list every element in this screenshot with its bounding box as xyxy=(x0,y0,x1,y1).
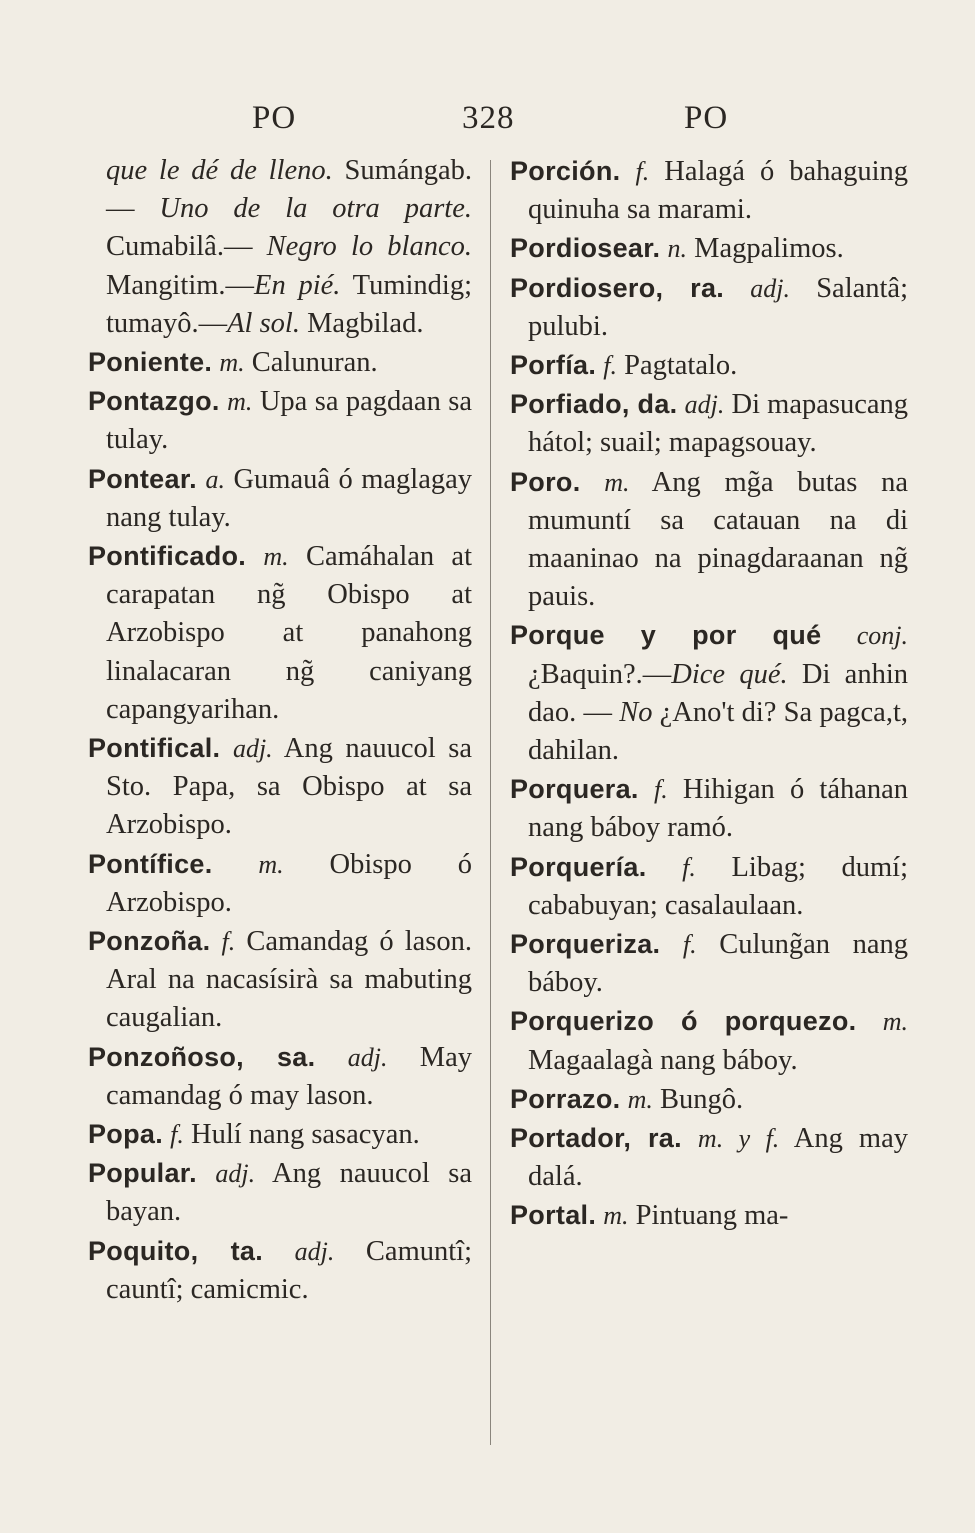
headword: Ponzoña. xyxy=(88,926,211,957)
definition: Gumauâ ó maglagay nang tulay. xyxy=(106,463,473,533)
grammar-label: adj. xyxy=(684,390,725,420)
dictionary-entry xyxy=(88,382,472,459)
translation-text: Mangitim.— xyxy=(106,269,255,301)
headword: Porrazo. xyxy=(510,1083,621,1114)
grammar-label: adj. xyxy=(232,734,273,764)
grammar-label: f. xyxy=(635,157,650,186)
dictionary-entry xyxy=(88,845,472,922)
dictionary-entry xyxy=(88,729,472,845)
headword: Porquera. xyxy=(510,774,639,805)
headword: Pontifical. xyxy=(88,733,221,764)
grammar-label: m. xyxy=(258,849,284,879)
headword: Ponzoñoso, sa. xyxy=(88,1041,316,1072)
dictionary-entry xyxy=(88,1154,472,1231)
grammar-label: m. xyxy=(882,1007,908,1037)
dictionary-entry xyxy=(510,229,908,268)
dictionary-entry xyxy=(510,385,908,462)
grammar-label: m. xyxy=(603,1201,629,1231)
dictionary-entry xyxy=(88,1115,472,1154)
example-phrase: En pié. xyxy=(254,269,341,301)
grammar-label: f. xyxy=(682,852,696,882)
definition: Magaalagà nang báboy. xyxy=(528,1044,798,1076)
definition: Libag; dumí; cababuyan; casalaulaan. xyxy=(528,851,909,921)
grammar-label: a. xyxy=(205,464,225,494)
grammar-label: n. xyxy=(667,234,687,264)
headword: Pontear. xyxy=(88,463,197,494)
running-head-right: PO xyxy=(684,100,729,136)
definition: ¿Baquin?.— xyxy=(528,658,672,690)
grammar-label: m. xyxy=(627,1084,653,1114)
headword: Pordiosear. xyxy=(510,233,661,264)
dictionary-entry xyxy=(510,848,908,925)
grammar-label: adj. xyxy=(750,273,791,303)
grammar-label: f. xyxy=(682,930,697,960)
dictionary-entry xyxy=(88,1232,472,1309)
headword: Pontificado. xyxy=(88,541,247,572)
definition: Calunuran. xyxy=(251,347,378,379)
running-head-left: PO xyxy=(252,100,297,136)
translation-text: Magbilad. xyxy=(299,307,424,339)
right-column xyxy=(510,152,908,1236)
dictionary-entry xyxy=(510,152,908,229)
definition: Camuntî; cauntî; camicmic. xyxy=(106,1235,473,1305)
headword: Pordiosero, ra. xyxy=(510,272,725,303)
definition: Ang nauucol sa bayan. xyxy=(106,1158,472,1228)
definition: Magpalimos. xyxy=(694,233,844,265)
right-entry-list xyxy=(510,152,908,1236)
definition: Hulí nang sasacyan. xyxy=(191,1119,420,1151)
definition: Pintuang ma- xyxy=(635,1200,789,1232)
definition: Culung̃an nang báboy. xyxy=(528,929,908,999)
grammar-label: adj. xyxy=(347,1042,388,1072)
dictionary-entry xyxy=(510,925,908,1002)
definition: Obispo ó Arzobispo. xyxy=(106,848,473,918)
dictionary-entry xyxy=(510,616,908,770)
headword: Porfiado, da. xyxy=(510,389,678,420)
grammar-label: m. xyxy=(604,467,630,497)
definition: Ang may dalá. xyxy=(528,1123,908,1193)
definition: Di anhin dao. — xyxy=(528,658,908,728)
headword: Porción. xyxy=(510,156,621,186)
example-phrase: Dice qué. xyxy=(671,658,788,690)
headword: Popa. xyxy=(88,1119,164,1150)
headword: Porfía. xyxy=(510,350,597,381)
column-divider xyxy=(490,160,491,1445)
definition: Camáhalan at carapatan ng̃ Obispo at Arzobispo at panahong linalacaran ng̃ caniyang capangyarihan. xyxy=(106,541,472,725)
definition: Camandag ó lason. Aral na nacasísirà sa mabuting caugalian. xyxy=(106,926,472,1034)
definition: ¿Ano't di? Sa pagca,t, dahilan. xyxy=(528,696,908,767)
dictionary-entry xyxy=(510,1119,908,1196)
headword: Porquería. xyxy=(510,851,647,882)
dictionary-entry xyxy=(88,460,472,537)
headword: Poniente. xyxy=(88,347,213,378)
grammar-label: m. xyxy=(219,348,245,378)
dictionary-entry xyxy=(510,770,908,847)
grammar-label: m. xyxy=(227,387,253,417)
dictionary-entry xyxy=(510,346,908,385)
headword: Porque y por qué xyxy=(510,620,822,651)
definition: Pagtatalo. xyxy=(624,350,738,382)
headword: Porqueriza. xyxy=(510,929,661,960)
example-phrase: que le dé de lleno. xyxy=(106,155,333,186)
headword: Pontífice. xyxy=(88,848,213,879)
dictionary-entry xyxy=(510,1196,908,1235)
headword: Poquito, ta. xyxy=(88,1235,264,1266)
left-column xyxy=(88,152,472,1309)
grammar-label: f. xyxy=(221,927,236,957)
grammar-label: f. xyxy=(653,775,668,805)
definition: Ang nauucol sa Sto. Papa, sa Obispo at sa Arzobispo. xyxy=(106,733,473,841)
grammar-label: conj. xyxy=(856,621,909,651)
definition: Salantâ; pulubi. xyxy=(528,272,908,342)
definition: Bungô. xyxy=(659,1083,744,1115)
definition: Halagá ó bahaguing quinuha sa marami. xyxy=(528,156,909,226)
definition: Di mapasucang hátol; suail; mapagsouay. xyxy=(528,389,909,459)
dictionary-entry xyxy=(88,922,472,1038)
dictionary-entry xyxy=(88,343,472,382)
dictionary-entry xyxy=(510,269,908,346)
dictionary-entry xyxy=(88,537,472,729)
definition: Upa sa pagdaan sa tulay. xyxy=(106,386,472,456)
left-entry-list xyxy=(88,343,472,1309)
headword: Portador, ra. xyxy=(510,1123,682,1154)
headword: Popular. xyxy=(88,1158,197,1189)
translation-text: Sumángab. — xyxy=(106,155,472,225)
example-phrase: Al sol. xyxy=(227,307,300,339)
headword: Portal. xyxy=(510,1200,597,1231)
page-number: 328 xyxy=(462,100,515,136)
grammar-label: f. xyxy=(603,351,617,381)
translation-text: Tumindig; tumayô.— xyxy=(106,269,472,339)
headword: Poro. xyxy=(510,466,581,497)
grammar-label: m. xyxy=(263,542,289,572)
definition: Ang mg̃a butas na mumuntí sa catauan na di maaninao na pinagdaraanan ng̃ pauis. xyxy=(528,466,908,613)
translation-text: Cumabilâ.— xyxy=(106,231,267,263)
example-phrase: No xyxy=(619,696,653,728)
example-phrase: Uno de la otra parte. xyxy=(159,193,473,225)
grammar-label: f. xyxy=(170,1120,184,1150)
definition: May camandag ó may lason. xyxy=(106,1041,473,1111)
page-header xyxy=(0,100,975,150)
dictionary-entry xyxy=(88,1038,472,1115)
example-phrase: Negro lo blanco. xyxy=(266,231,472,263)
definition: Hihigan ó táhanan nang báboy ramó. xyxy=(528,774,909,844)
grammar-label: m. y f. xyxy=(697,1124,780,1154)
continuation-paragraph xyxy=(88,152,472,343)
headword: Porquerizo ó porquezo. xyxy=(510,1006,857,1037)
grammar-label: adj. xyxy=(294,1236,335,1266)
dictionary-entry xyxy=(510,463,908,617)
headword: Pontazgo. xyxy=(88,386,220,417)
dictionary-entry xyxy=(510,1080,908,1119)
grammar-label: adj. xyxy=(215,1159,256,1189)
dictionary-entry xyxy=(510,1002,908,1079)
